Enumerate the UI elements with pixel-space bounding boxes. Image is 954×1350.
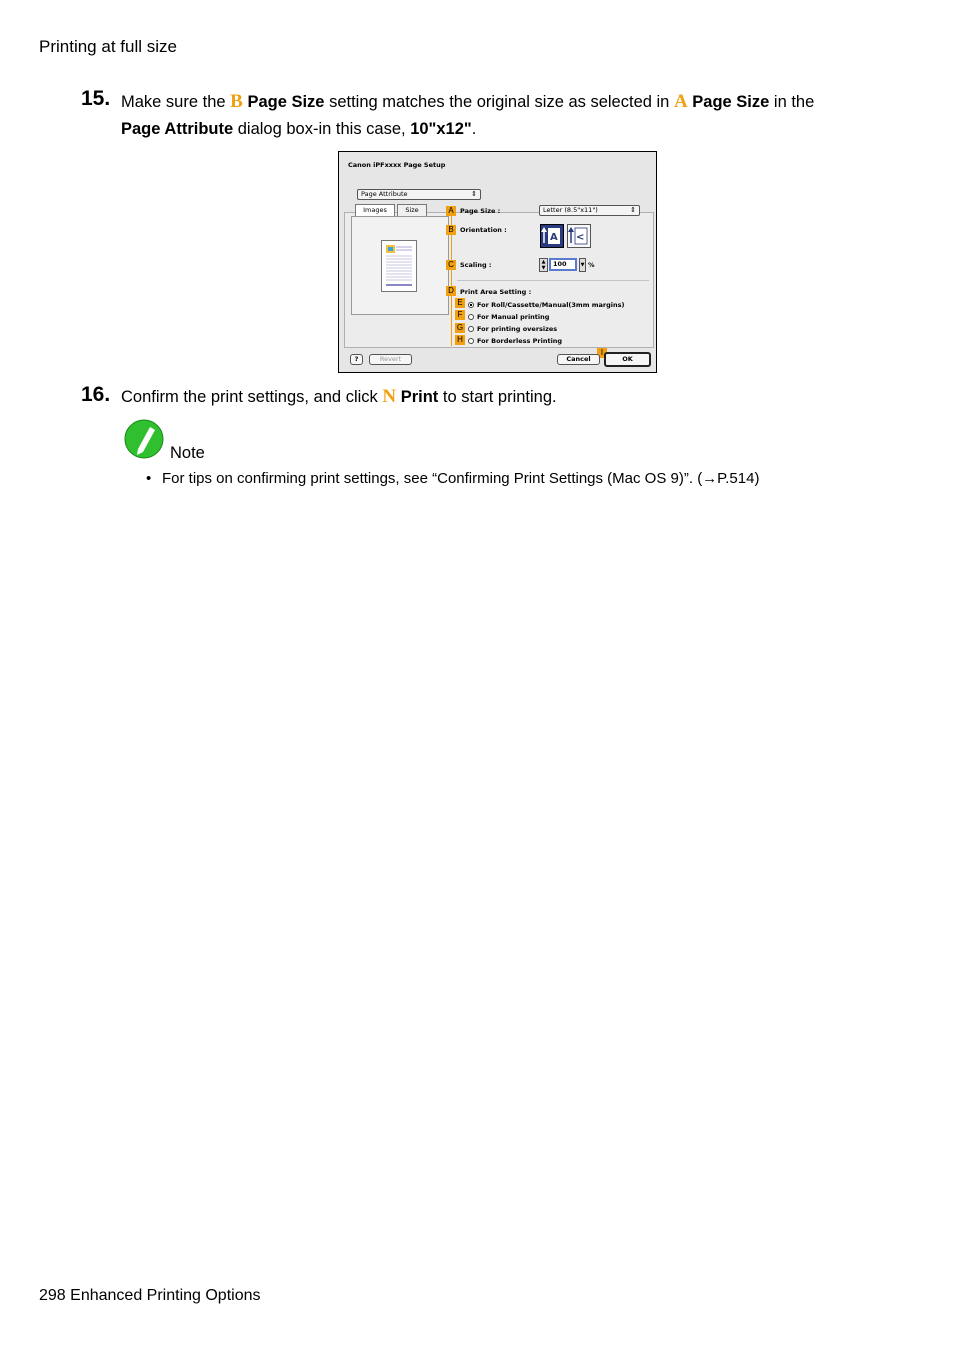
separator <box>457 280 649 281</box>
step-text: to start printing. <box>442 388 557 406</box>
radio-label: For printing oversizes <box>477 325 558 333</box>
callout-letter-n: N <box>382 386 397 407</box>
callout-badge-h: H <box>455 335 465 345</box>
scaling-dropdown[interactable]: ▼ <box>579 258 586 272</box>
dialog-title: Canon iPFxxxx Page Setup <box>348 161 446 169</box>
page-footer <box>39 1287 261 1305</box>
print-area-label: Print Area Setting : <box>460 288 532 296</box>
updown-arrow-icon: ⇕ <box>471 190 477 198</box>
svg-text:<: < <box>576 232 585 243</box>
bold-term: Page Size <box>247 93 325 111</box>
radio-oversizes[interactable] <box>468 326 474 332</box>
callout-badge-f: F <box>455 310 465 320</box>
settings-popup-value: Page Attribute <box>361 190 408 198</box>
bold-term: Print <box>400 388 439 406</box>
page-setup-dialog <box>338 151 657 373</box>
scaling-label: Scaling : <box>460 261 492 269</box>
callout-badge-d: D <box>446 286 456 296</box>
cancel-button[interactable]: Cancel <box>557 354 600 365</box>
radio-label: For Borderless Printing <box>477 337 563 345</box>
bullet: • <box>146 470 152 487</box>
step-text: Confirm the print settings, and click <box>121 388 378 406</box>
radio-label: For Roll/Cassette/Manual(3mm margins) <box>477 301 625 309</box>
footer-section: Enhanced Printing Options <box>70 1287 261 1304</box>
page-size-label: Page Size : <box>460 207 501 215</box>
callout-line <box>451 216 452 346</box>
note-icon <box>124 419 166 461</box>
note-label: Note <box>170 444 205 462</box>
updown-arrow-icon: ⇕ <box>630 206 636 214</box>
step-text: in the <box>773 93 815 111</box>
step-16-text <box>121 383 901 411</box>
step-text: Make sure the <box>121 93 226 111</box>
step-15-text <box>121 88 901 143</box>
page-preview-icon <box>382 241 416 291</box>
callout-badge-i: I <box>597 348 607 358</box>
scaling-unit: % <box>588 261 595 269</box>
settings-popup[interactable] <box>357 189 481 200</box>
page-size-popup[interactable] <box>539 205 640 216</box>
radio-roll-cassette[interactable] <box>468 302 474 308</box>
note-text: For tips on confirming print settings, see “Confirming Print Settings (Mac OS 9)”. (→P.514) <box>162 470 760 487</box>
landscape-button[interactable] <box>567 224 591 248</box>
scaling-stepper[interactable]: ▲ ▼ <box>539 258 548 272</box>
scaling-input[interactable]: 100 <box>549 258 577 271</box>
page-size-value: Letter (8.5"x11") <box>543 206 598 214</box>
callout-badge-c: C <box>446 260 456 270</box>
step-number-16: 16. <box>81 383 111 406</box>
step-text: dialog box-in this case, <box>237 120 406 138</box>
callout-letter-a: A <box>673 91 688 112</box>
tab-images[interactable]: Images <box>355 204 395 216</box>
portrait-orientation-icon <box>541 225 563 247</box>
callout-badge-e: E <box>455 298 465 308</box>
radio-manual[interactable] <box>468 314 474 320</box>
svg-text:A: A <box>550 232 558 243</box>
radio-label: For Manual printing <box>477 313 550 321</box>
step-text: setting matches the original size as selected in <box>329 93 670 111</box>
bold-term: Page Size <box>692 93 770 111</box>
ok-button[interactable]: OK <box>604 352 651 367</box>
tab-size[interactable]: Size <box>397 204 427 216</box>
callout-badge-b: B <box>446 225 456 235</box>
radio-borderless[interactable] <box>468 338 474 344</box>
callout-badge-a: A <box>446 206 456 216</box>
bold-term: 10"x12" <box>410 120 472 138</box>
callout-letter-b: B <box>230 91 243 112</box>
page-number: 298 <box>39 1287 66 1304</box>
step-text: . <box>471 120 477 138</box>
page-header: Printing at full size <box>39 37 177 56</box>
portrait-button[interactable] <box>540 224 564 248</box>
revert-button[interactable]: Revert <box>369 354 412 365</box>
bold-term: Page Attribute <box>121 120 234 138</box>
page-preview <box>381 240 417 292</box>
help-button[interactable]: ? <box>350 354 363 365</box>
callout-badge-g: G <box>456 323 464 332</box>
landscape-orientation-icon <box>568 225 590 247</box>
orientation-label: Orientation : <box>460 226 507 234</box>
step-number-15: 15. <box>81 87 111 110</box>
